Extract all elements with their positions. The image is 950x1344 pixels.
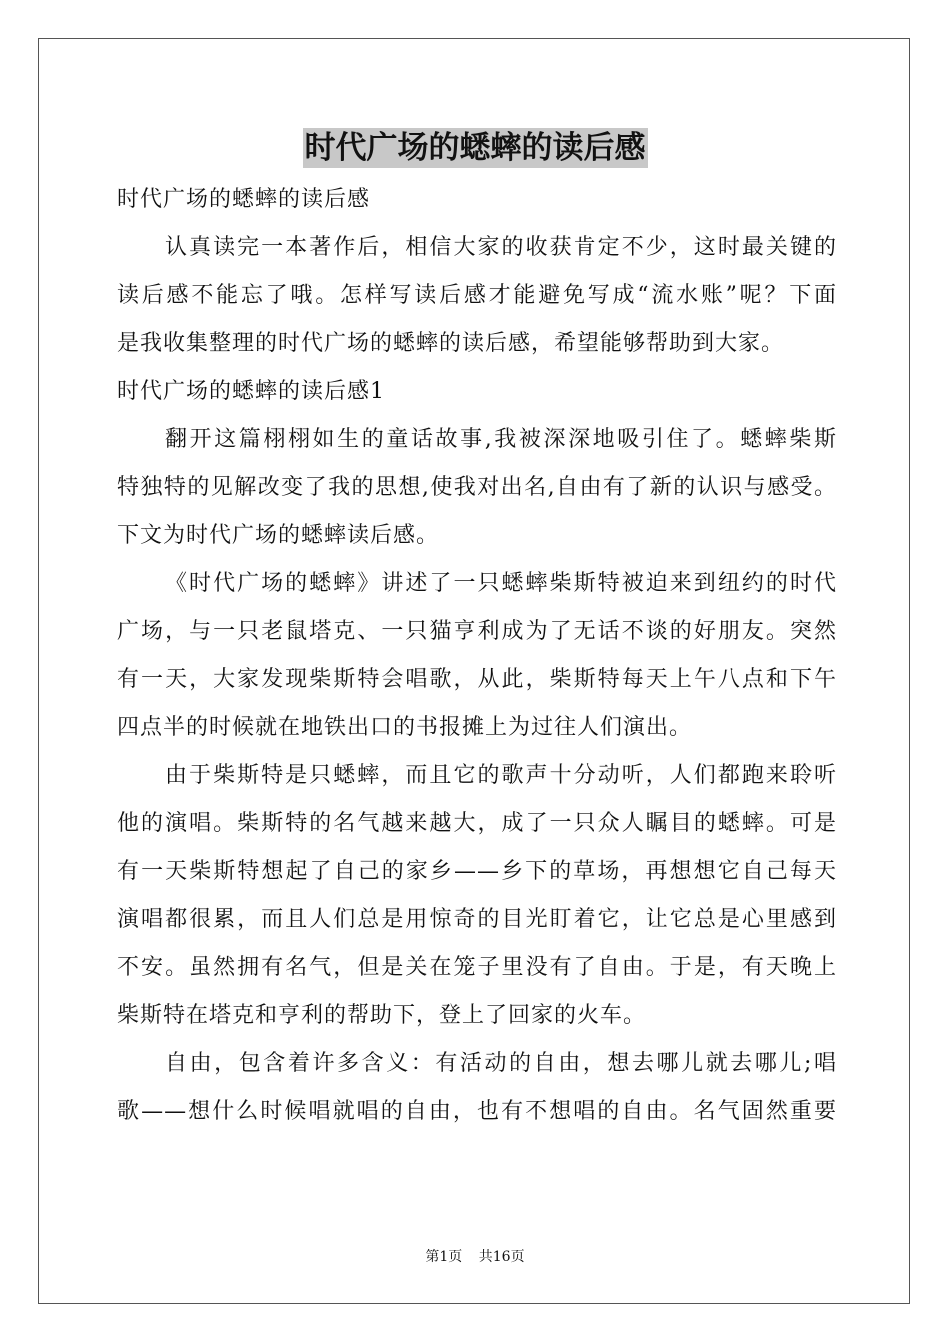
text-line: 有一天柴斯特想起了自己的家乡——乡下的草场，再想想它自己每天 [117,859,837,884]
text-line: 由于柴斯特是只蟋蟀，而且它的歌声十分动听，人们都跑来聆听 [165,763,837,788]
text-line: 广场，与一只老鼠塔克、一只猫亨利成为了无话不谈的好朋友。突然 [117,619,837,644]
text-line: 四点半的时候就在地铁出口的书报摊上为过往人们演出。 [117,715,693,740]
text-line: 下文为时代广场的蟋蟀读后感。 [117,523,440,548]
text-line: 翻开这篇栩栩如生的童话故事,我被深深地吸引住了。蟋蟀柴斯 [165,427,837,452]
page-number: 第1页 [425,1249,463,1265]
text-line: 是我收集整理的时代广场的蟋蟀的读后感，希望能够帮助到大家。 [117,331,785,356]
title-container [0,128,950,168]
document-title: 时代广场的蟋蟀的读后感 [304,130,646,166]
text-line: 不安。虽然拥有名气，但是关在笼子里没有了自由。于是，有天晚上 [117,955,837,980]
text-line: 《时代广场的蟋蟀》讲述了一只蟋蟀柴斯特被迫来到纽约的时代 [165,571,837,596]
text-line: 认真读完一本著作后，相信大家的收获肯定不少，这时最关键的 [165,235,837,260]
text-line: 柴斯特在塔克和亨利的帮助下，登上了回家的火车。 [117,1003,647,1028]
text-line: 他的演唱。柴斯特的名气越来越大，成了一只众人瞩目的蟋蟀。可是 [117,811,837,836]
text-line: 读后感不能忘了哦。怎样写读后感才能避免写成“流水账”呢？下面 [117,283,837,308]
text-line: 有一天，大家发现柴斯特会唱歌，从此，柴斯特每天上午八点和下午 [117,667,837,692]
page-total: 共16页 [478,1249,525,1265]
text-line: 演唱都很累，而且人们总是用惊奇的目光盯着它，让它总是心里感到 [117,907,837,932]
text-line: 特独特的见解改变了我的思想,使我对出名,自由有了新的认识与感受。 [117,475,837,500]
page-footer [0,1247,950,1267]
text-line: 时代广场的蟋蟀的读后感 [117,187,371,212]
document-body [117,176,837,1136]
text-line: 时代广场的蟋蟀的读后感1 [117,379,385,404]
text-line: 歌——想什么时候唱就唱的自由，也有不想唱的自由。名气固然重要 [117,1099,837,1124]
text-line: 自由，包含着许多含义：有活动的自由，想去哪儿就去哪儿;唱 [165,1051,837,1076]
